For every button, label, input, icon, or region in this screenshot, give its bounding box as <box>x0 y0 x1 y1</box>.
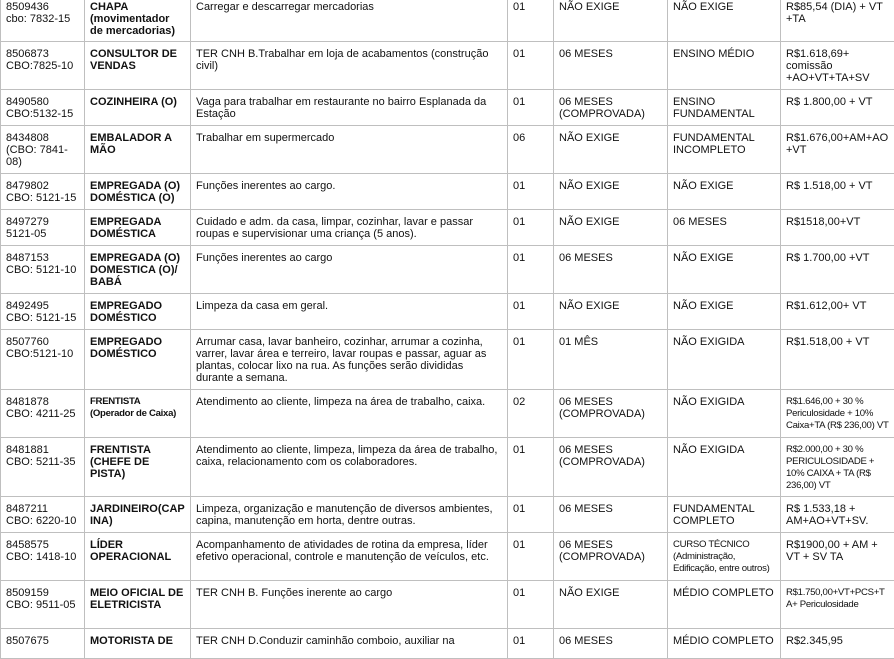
education-cell: MÉDIO COMPLETO <box>668 581 781 629</box>
salary-cell: R$ 1.700,00 +VT <box>781 246 894 294</box>
vacancy-code-cell: 8458575 CBO: 1418-10 <box>1 533 85 581</box>
openings-cell: 01 <box>508 90 554 126</box>
experience-cell: NÃO EXIGE <box>554 294 668 330</box>
vacancy-code-cell: 8492495 CBO: 5121-15 <box>1 294 85 330</box>
experience-cell: NÃO EXIGE <box>554 581 668 629</box>
education-cell: ENSINO MÉDIO <box>668 42 781 90</box>
description-cell: Vaga para trabalhar em restaurante no bairro Esplanada da Estação <box>191 90 508 126</box>
job-title-cell: EMBALADOR A MÃO <box>85 126 191 174</box>
description-cell: TER CNH B. Funções inerente ao cargo <box>191 581 508 629</box>
table-row <box>1 581 894 629</box>
experience-cell: 06 MESES <box>554 246 668 294</box>
description-cell: Limpeza, organização e manutenção de diversos ambientes, capina, manutenção em horta, dentre outras. <box>191 497 508 533</box>
description-cell: Arrumar casa, lavar banheiro, cozinhar, arrumar a cozinha, varrer, lavar área e terreiro, lavar roupas e passar, aguar as plantas, colocar lixo na rua. As funções serão divididas durante a semana. <box>191 330 508 390</box>
description-cell: Funções inerentes ao cargo. <box>191 174 508 210</box>
table-row <box>1 90 894 126</box>
vacancy-code-cell: 8487211 CBO: 6220-10 <box>1 497 85 533</box>
table-row <box>1 126 894 174</box>
vacancy-code-cell: 8507760 CBO:5121-10 <box>1 330 85 390</box>
education-cell: NÃO EXIGIDA <box>668 390 781 438</box>
job-title-cell: COZINHEIRA (O) <box>85 90 191 126</box>
experience-cell: NÃO EXIGE <box>554 126 668 174</box>
table-row <box>1 174 894 210</box>
salary-cell: R$85,54 (DIA) + VT +TA <box>781 0 894 42</box>
salary-cell: R$2.345,95 <box>781 629 894 659</box>
education-cell: ENSINO FUNDAMENTAL <box>668 90 781 126</box>
education-cell: FUNDAMENTAL INCOMPLETO <box>668 126 781 174</box>
vacancy-code-cell: 8487153 CBO: 5121-10 <box>1 246 85 294</box>
vacancy-code-cell: 8509436 cbo: 7832-15 <box>1 0 85 42</box>
description-cell: Atendimento ao cliente, limpeza na área de trabalho, caixa. <box>191 390 508 438</box>
salary-cell: R$1.518,00 + VT <box>781 330 894 390</box>
salary-cell: R$1900,00 + AM + VT + SV TA <box>781 533 894 581</box>
description-cell: Limpeza da casa em geral. <box>191 294 508 330</box>
table-row <box>1 533 894 581</box>
openings-cell: 01 <box>508 210 554 246</box>
experience-cell: 06 MESES (COMPROVADA) <box>554 90 668 126</box>
openings-cell: 01 <box>508 294 554 330</box>
table-row <box>1 42 894 90</box>
salary-cell: R$1.612,00+ VT <box>781 294 894 330</box>
openings-cell: 01 <box>508 0 554 42</box>
experience-cell: 06 MESES (COMPROVADA) <box>554 438 668 497</box>
openings-cell: 06 <box>508 126 554 174</box>
education-cell: NÃO EXIGIDA <box>668 438 781 497</box>
education-cell: CURSO TÉCNICO (Administração, Edificação, entre outros) <box>668 533 781 581</box>
openings-cell: 01 <box>508 246 554 294</box>
job-title-cell: JARDINEIRO(CAPINA) <box>85 497 191 533</box>
table-row <box>1 390 894 438</box>
education-cell: 06 MESES <box>668 210 781 246</box>
experience-cell: NÃO EXIGE <box>554 210 668 246</box>
salary-cell: R$ 1.518,00 + VT <box>781 174 894 210</box>
education-cell: NÃO EXIGE <box>668 246 781 294</box>
vacancy-code-cell: 8506873 CBO:7825-10 <box>1 42 85 90</box>
description-cell: TER CNH D.Conduzir caminhão comboio, auxiliar na <box>191 629 508 659</box>
job-title-cell: CHAPA (movimentador de mercadorias) <box>85 0 191 42</box>
experience-cell: 06 MESES (COMPROVADA) <box>554 390 668 438</box>
description-cell: Trabalhar em supermercado <box>191 126 508 174</box>
openings-cell: 01 <box>508 330 554 390</box>
vacancy-code-cell: 8509159 CBO: 9511-05 <box>1 581 85 629</box>
vacancy-code-cell: 8434808 (CBO: 7841-08) <box>1 126 85 174</box>
openings-cell: 02 <box>508 390 554 438</box>
table-row <box>1 0 894 42</box>
job-title-cell: FRENTISTA (CHEFE DE PISTA) <box>85 438 191 497</box>
vacancy-code-cell: 8507675 <box>1 629 85 659</box>
job-title-cell: MOTORISTA DE <box>85 629 191 659</box>
job-rows <box>1 0 894 659</box>
education-cell: NÃO EXIGE <box>668 0 781 42</box>
vacancy-code-cell: 8481881 CBO: 5211-35 <box>1 438 85 497</box>
openings-cell: 01 <box>508 174 554 210</box>
description-cell: Carregar e descarregar mercadorias <box>191 0 508 42</box>
salary-cell: R$ 1.800,00 + VT <box>781 90 894 126</box>
salary-cell: R$2.000,00 + 30 % PERICULOSIDADE + 10% CAIXA + TA (R$ 236,00) VT <box>781 438 894 497</box>
salary-cell: R$1518,00+VT <box>781 210 894 246</box>
openings-cell: 01 <box>508 533 554 581</box>
job-title-cell: EMPREGADA (O) DOMÉSTICA (O) <box>85 174 191 210</box>
openings-cell: 01 <box>508 497 554 533</box>
table-row <box>1 246 894 294</box>
description-cell: Acompanhamento de atividades de rotina da empresa, líder efetivo operacional, controle e manutenção de veículos, etc. <box>191 533 508 581</box>
table-row <box>1 438 894 497</box>
experience-cell: 01 MÊS <box>554 330 668 390</box>
vacancy-code-cell: 8490580 CBO:5132-15 <box>1 90 85 126</box>
experience-cell: NÃO EXIGE <box>554 0 668 42</box>
experience-cell: 06 MESES <box>554 497 668 533</box>
experience-cell: 06 MESES <box>554 42 668 90</box>
experience-cell: 06 MESES (COMPROVADA) <box>554 533 668 581</box>
salary-cell: R$1.618,69+ comissão +AO+VT+TA+SV <box>781 42 894 90</box>
description-cell: TER CNH B.Trabalhar em loja de acabamentos (construção civil) <box>191 42 508 90</box>
education-cell: NÃO EXIGE <box>668 294 781 330</box>
job-title-cell: LÍDER OPERACIONAL <box>85 533 191 581</box>
job-title-cell: CONSULTOR DE VENDAS <box>85 42 191 90</box>
job-title-cell: EMPREGADA (O) DOMESTICA (O)/ BABÁ <box>85 246 191 294</box>
description-cell: Cuidado e adm. da casa, limpar, cozinhar, lavar e passar roupas e supervisionar uma criança (5 anos). <box>191 210 508 246</box>
salary-cell: R$1.676,00+AM+AO +VT <box>781 126 894 174</box>
job-title-cell: EMPREGADO DOMÉSTICO <box>85 330 191 390</box>
salary-cell: R$1.646,00 + 30 % Periculosidade + 10% Caixa+TA (R$ 236,00) VT <box>781 390 894 438</box>
table-row <box>1 294 894 330</box>
education-cell: NÃO EXIGE <box>668 174 781 210</box>
education-cell: NÃO EXIGIDA <box>668 330 781 390</box>
education-cell: MÉDIO COMPLETO <box>668 629 781 659</box>
table-row <box>1 330 894 390</box>
education-cell: FUNDAMENTAL COMPLETO <box>668 497 781 533</box>
description-cell: Atendimento ao cliente, limpeza, limpeza da área de trabalho, caixa, relacionamento com os colaboradores. <box>191 438 508 497</box>
vacancy-code-cell: 8497279 5121-05 <box>1 210 85 246</box>
salary-cell: R$ 1.533,18 + AM+AO+VT+SV. <box>781 497 894 533</box>
description-cell: Funções inerentes ao cargo <box>191 246 508 294</box>
salary-cell: R$1.750,00+VT+PCS+TA+ Periculosidade <box>781 581 894 629</box>
job-title-cell: FRENTISTA (Operador de Caixa) <box>85 390 191 438</box>
vacancy-code-cell: 8479802 CBO: 5121-15 <box>1 174 85 210</box>
openings-cell: 01 <box>508 438 554 497</box>
job-title-cell: EMPREGADO DOMÉSTICO <box>85 294 191 330</box>
openings-cell: 01 <box>508 581 554 629</box>
job-title-cell: MEIO OFICIAL DE ELETRICISTA <box>85 581 191 629</box>
table-row <box>1 210 894 246</box>
openings-cell: 01 <box>508 629 554 659</box>
experience-cell: 06 MESES <box>554 629 668 659</box>
vacancy-code-cell: 8481878 CBO: 4211-25 <box>1 390 85 438</box>
experience-cell: NÃO EXIGE <box>554 174 668 210</box>
table-row <box>1 497 894 533</box>
job-title-cell: EMPREGADA DOMÉSTICA <box>85 210 191 246</box>
openings-cell: 01 <box>508 42 554 90</box>
table-row <box>1 629 894 659</box>
